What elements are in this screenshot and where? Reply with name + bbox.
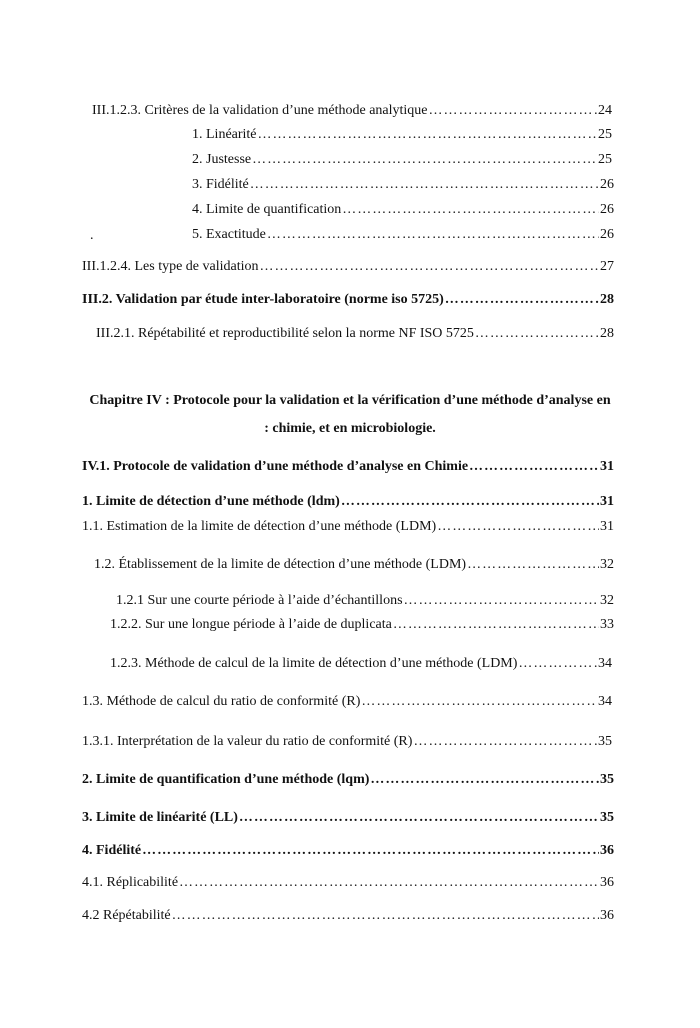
dot-leader — [437, 518, 599, 536]
toc-entry[interactable] — [94, 556, 614, 574]
toc-entry-label: 1.1. Estimation de la limite de détection d’une méthode (LDM) — [82, 519, 437, 534]
toc-entry-label: 5. Exactitude — [192, 227, 266, 242]
chapter-heading[interactable] — [80, 387, 620, 443]
toc-entry[interactable] — [192, 176, 614, 194]
toc-page-number: 26 — [600, 177, 614, 192]
toc-entry-label: 1.3.1. Interprétation de la valeur du ratio de conformité (R) — [82, 734, 413, 749]
toc-entry-label: 1. Limite de détection d’une méthode (ldm) — [82, 494, 340, 509]
toc-page-number: 32 — [600, 593, 614, 608]
toc-entry-label: 4. Fidélité — [82, 843, 142, 858]
toc-entry-label: III.1.2.3. Critères de la validation d’une méthode analytique — [92, 103, 428, 118]
toc-entry-label: 2. Limite de quantification d’une méthode (lqm) — [82, 772, 370, 787]
toc-entry[interactable] — [82, 291, 614, 309]
toc-entry[interactable] — [92, 102, 612, 120]
toc-page-number: 25 — [598, 127, 612, 142]
toc-entry-label: 1.2. Établissement de la limite de détection d’une méthode (LDM) — [94, 557, 467, 572]
toc-entry[interactable] — [82, 258, 614, 276]
toc-page-number: 25 — [598, 152, 612, 167]
dot-leader — [370, 771, 599, 789]
toc-entry-label: 1.2.3. Méthode de calcul de la limite de détection d’une méthode (LDM) — [110, 656, 518, 671]
toc-entry-label: 1.3. Méthode de calcul du ratio de conformité (R) — [82, 694, 361, 709]
toc-page-number: 32 — [600, 557, 614, 572]
toc-page-number: 36 — [600, 908, 614, 923]
toc-entry[interactable] — [192, 126, 612, 144]
toc-entry[interactable] — [110, 616, 614, 634]
toc-page-number: 26 — [600, 202, 614, 217]
toc-entry[interactable] — [82, 493, 614, 511]
dot-leader — [179, 874, 599, 892]
dot-leader — [172, 907, 599, 925]
toc-entry[interactable] — [82, 518, 614, 536]
toc-entry[interactable] — [82, 907, 614, 925]
toc-entry[interactable] — [82, 842, 614, 860]
dot-leader — [404, 592, 599, 610]
toc-page-number: 34 — [598, 656, 612, 671]
toc-entry-label: 1. Linéarité — [192, 127, 257, 142]
toc-page-number: 35 — [600, 810, 614, 825]
toc-page-number: 27 — [600, 259, 614, 274]
dot-leader — [361, 693, 597, 711]
dot-leader — [445, 291, 599, 309]
toc-entry-label: 1.2.2. Sur une longue période à l’aide de duplicata — [110, 617, 392, 632]
toc-page-number: 35 — [600, 772, 614, 787]
dot-leader — [518, 655, 597, 673]
dot-leader — [393, 616, 599, 634]
toc-entry-label: IV.1. Protocole de validation d’une méthode d’analyse en Chimie — [82, 459, 469, 474]
toc-page-number: 26 — [600, 227, 614, 242]
dot-leader — [239, 809, 599, 827]
toc-entry[interactable] — [82, 771, 614, 789]
dot-leader — [467, 556, 599, 574]
toc-entry-label: 4.1. Réplicabilité — [82, 875, 179, 890]
toc-entry[interactable] — [82, 874, 614, 892]
chapter-heading-line: Chapitre IV : Protocole pour la validation et la vérification d’une méthode d’analyse en — [89, 393, 611, 408]
toc-page-number: 28 — [600, 326, 614, 341]
toc-page-number: 31 — [600, 459, 614, 474]
toc-entry-label: 4. Limite de quantification — [192, 202, 342, 217]
toc-entry-label: 4.2 Répétabilité — [82, 908, 171, 923]
toc-entry-label: III.2. Validation par étude inter-laboratoire (norme iso 5725) — [82, 292, 444, 307]
toc-entry[interactable] — [192, 201, 614, 219]
dot-leader — [475, 325, 599, 343]
dot-leader — [142, 842, 599, 860]
toc-page-number: 34 — [598, 694, 612, 709]
dot-leader — [429, 102, 597, 120]
dot-leader — [267, 226, 599, 244]
toc-entry-label: 1.2.1 Sur une courte période à l’aide d’échantillons — [116, 593, 403, 608]
toc-entry-label: 2. Justesse — [192, 152, 252, 167]
toc-page-number: 33 — [600, 617, 614, 632]
toc-entry-label: III.1.2.4. Les type de validation — [82, 259, 259, 274]
toc-page-number: 36 — [600, 843, 614, 858]
toc-page-number: 24 — [598, 103, 612, 118]
toc-entry[interactable] — [82, 809, 614, 827]
toc-entry-label: 3. Limite de linéarité (LL) — [82, 810, 238, 825]
toc-page-number: 31 — [600, 519, 614, 534]
toc-entry-label: 3. Fidélité — [192, 177, 249, 192]
toc-entry[interactable] — [192, 226, 614, 244]
toc-entry[interactable] — [82, 458, 614, 476]
dot-leader — [250, 176, 599, 194]
dot-leader — [342, 201, 599, 219]
dot-leader — [469, 458, 599, 476]
toc-entry[interactable] — [116, 592, 614, 610]
dot-leader — [413, 733, 597, 751]
dot-leader — [341, 493, 599, 511]
chapter-heading-line: : chimie, et en microbiologie. — [264, 421, 436, 436]
toc-entry[interactable] — [192, 151, 612, 169]
dot-leader — [260, 258, 599, 276]
toc-entry[interactable] — [110, 655, 612, 673]
toc-page-number: 31 — [600, 494, 614, 509]
toc-entry[interactable] — [96, 325, 614, 343]
toc-entry[interactable] — [82, 693, 612, 711]
dot-leader — [258, 126, 597, 144]
toc-entry[interactable] — [82, 733, 612, 751]
toc-entry-label: III.2.1. Répétabilité et reproductibilité selon la norme NF ISO 5725 — [96, 326, 474, 341]
toc-page-number: 35 — [598, 734, 612, 749]
dot-leader — [252, 151, 597, 169]
stray-dot: . — [90, 228, 94, 243]
toc-page-number: 28 — [600, 292, 614, 307]
toc-page-number: 36 — [600, 875, 614, 890]
